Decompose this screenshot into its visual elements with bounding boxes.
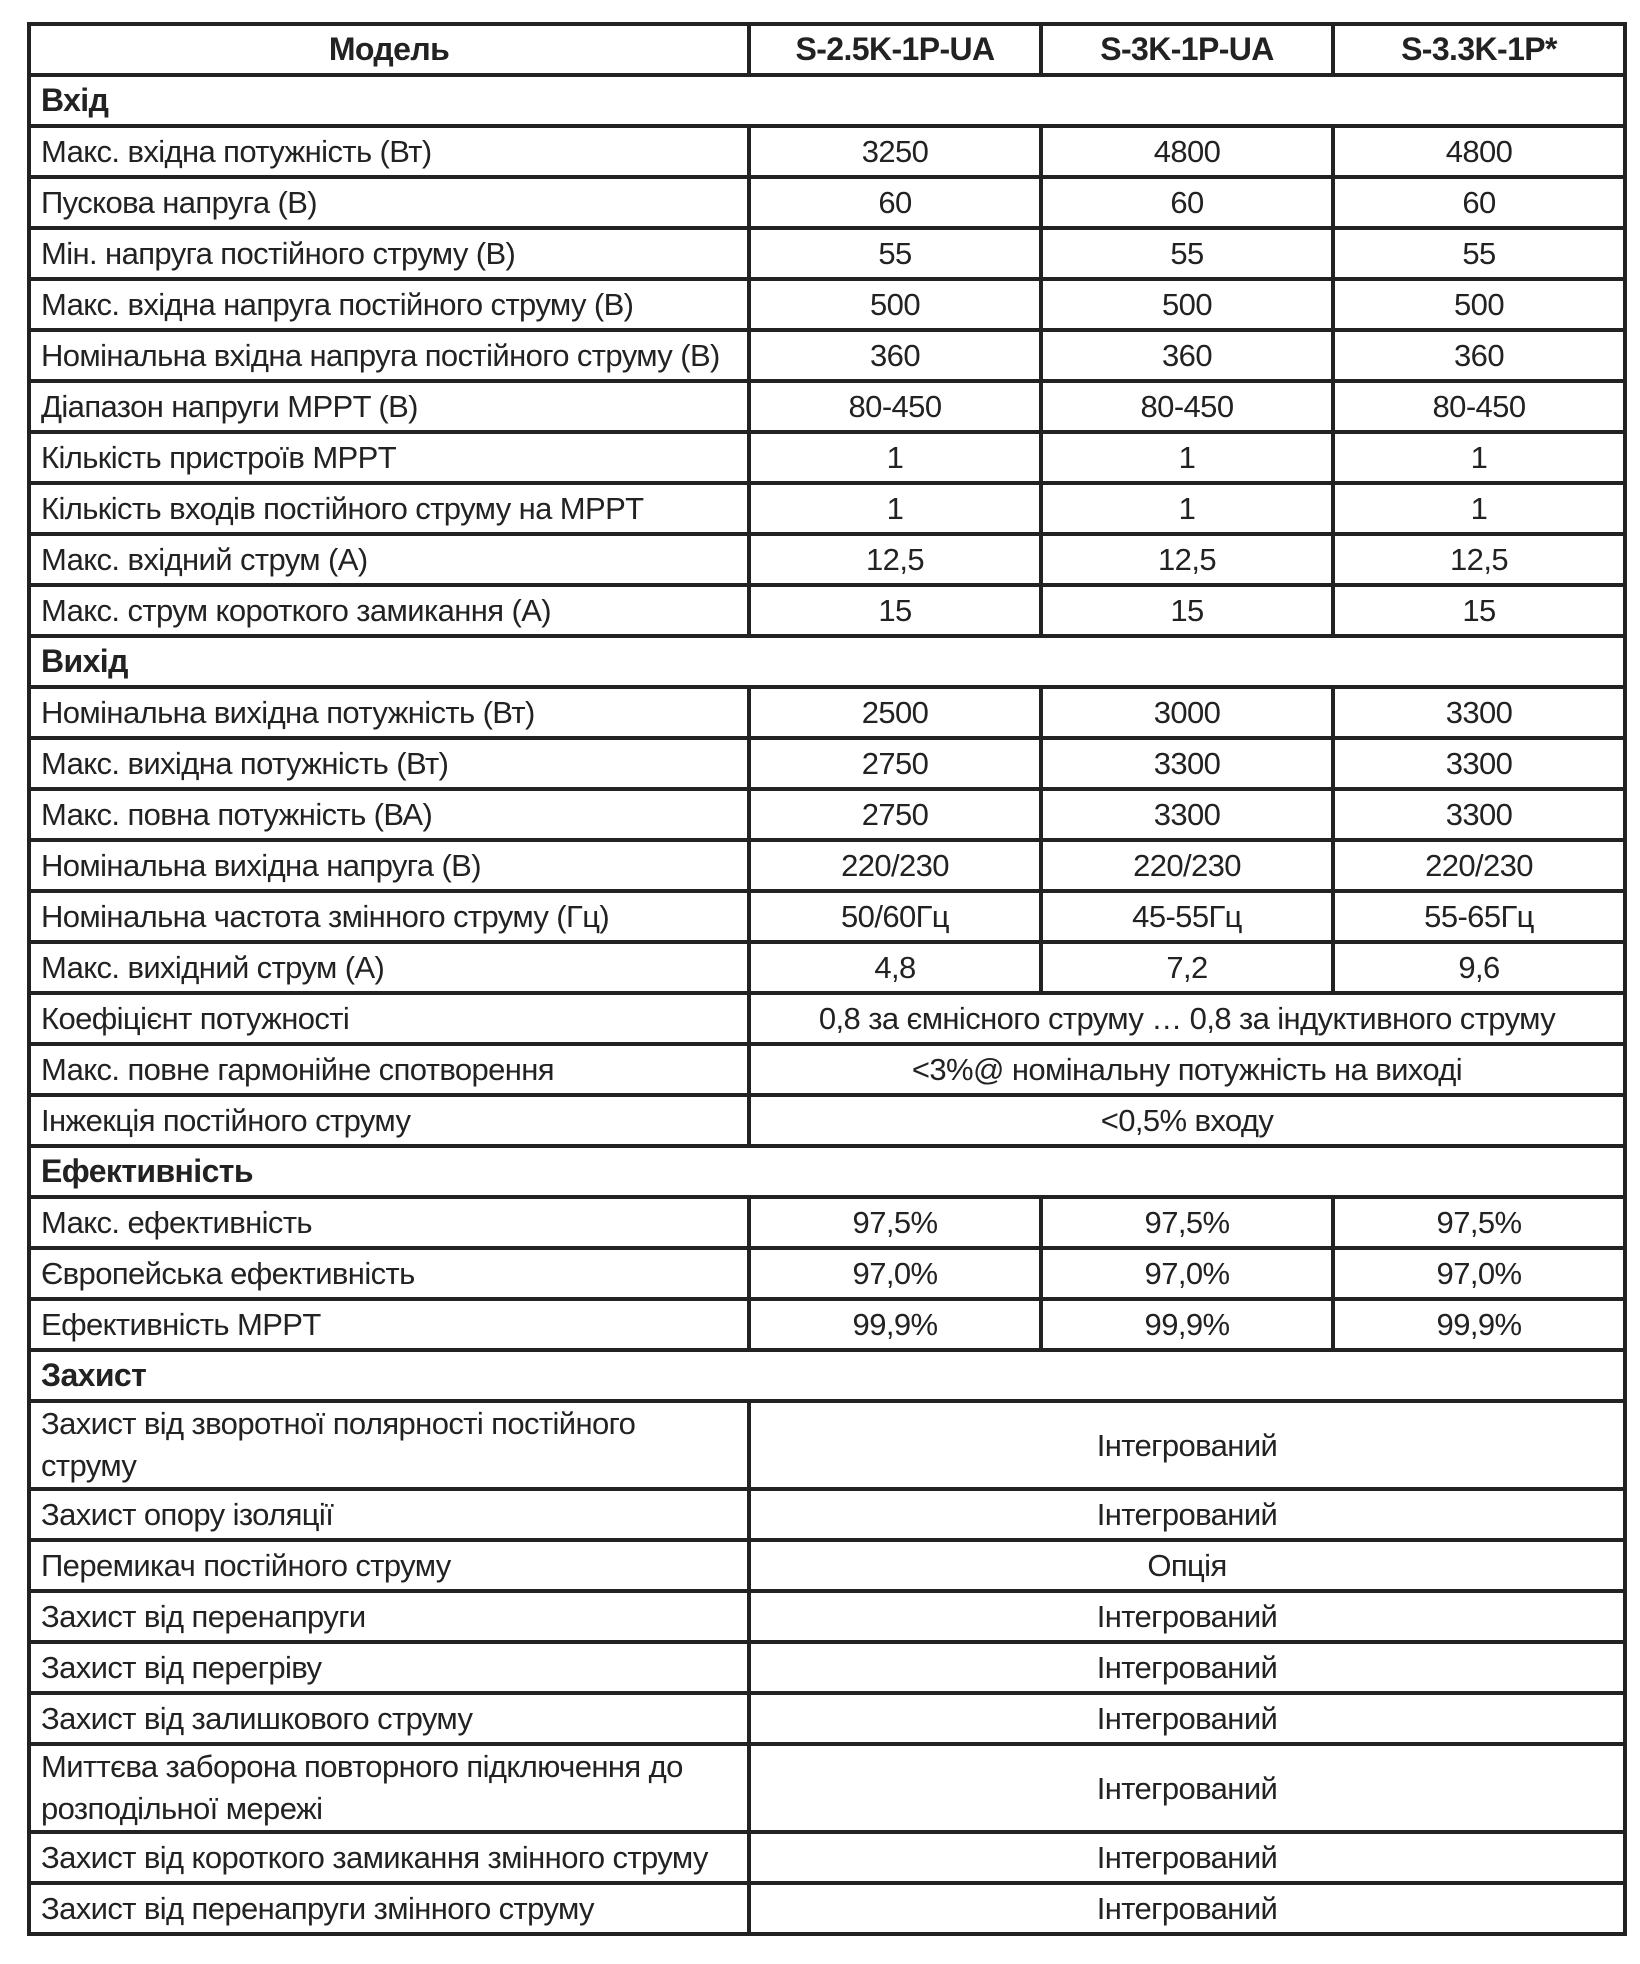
spec-value: 55 (1333, 228, 1625, 279)
spec-value: 360 (749, 330, 1041, 381)
spec-value-all-models: Інтегрований (749, 1744, 1625, 1832)
spec-label: Макс. струм короткого замикання (А) (29, 585, 749, 636)
inverter-spec-table (27, 22, 1627, 1936)
spec-value: 97,5% (1041, 1197, 1333, 1248)
spec-label: Макс. ефективність (29, 1197, 749, 1248)
spec-row (29, 381, 1625, 432)
spec-value: 97,0% (749, 1248, 1041, 1299)
spec-value-all-models: 0,8 за ємнісного струму … 0,8 за індуктивного струму (749, 993, 1625, 1044)
spec-value: 15 (1041, 585, 1333, 636)
spec-value: 97,0% (1333, 1248, 1625, 1299)
spec-label: Макс. вхідна потужність (Вт) (29, 126, 749, 177)
section-title: Вхід (29, 75, 1625, 126)
spec-value: 360 (1333, 330, 1625, 381)
spec-value-all-models: Інтегрований (749, 1642, 1625, 1693)
spec-label: Пускова напруга (В) (29, 177, 749, 228)
spec-value: 50/60Гц (749, 891, 1041, 942)
spec-value: 45-55Гц (1041, 891, 1333, 942)
section-header-row (29, 1350, 1625, 1401)
spec-value: 2750 (749, 738, 1041, 789)
spec-label: Макс. повна потужність (ВА) (29, 789, 749, 840)
spec-row (29, 687, 1625, 738)
spec-value: 80-450 (1333, 381, 1625, 432)
spec-value: 220/230 (1041, 840, 1333, 891)
model-header: Модель (29, 24, 749, 75)
spec-label: Кількість пристроїв MPPT (29, 432, 749, 483)
spec-row (29, 1591, 1625, 1642)
spec-value: 500 (1041, 279, 1333, 330)
spec-label: Номінальна вихідна потужність (Вт) (29, 687, 749, 738)
spec-row (29, 228, 1625, 279)
spec-body (29, 75, 1625, 1934)
spec-value: 1 (1041, 483, 1333, 534)
spec-row (29, 432, 1625, 483)
spec-row (29, 279, 1625, 330)
spec-row (29, 789, 1625, 840)
spec-value: 3250 (749, 126, 1041, 177)
spec-label: Кількість входів постійного струму на MPPT (29, 483, 749, 534)
model-column-header: S-3.3K-1P* (1333, 24, 1625, 75)
spec-row (29, 126, 1625, 177)
spec-label: Макс. вихідна потужність (Вт) (29, 738, 749, 789)
model-column-header: S-3K-1P-UA (1041, 24, 1333, 75)
section-title: Захист (29, 1350, 1625, 1401)
spec-label: Європейська ефективність (29, 1248, 749, 1299)
spec-label: Макс. вхідна напруга постійного струму (В) (29, 279, 749, 330)
spec-row (29, 534, 1625, 585)
spec-value: 12,5 (749, 534, 1041, 585)
spec-value: 3300 (1041, 789, 1333, 840)
spec-value: 80-450 (749, 381, 1041, 432)
spec-value-all-models: Інтегрований (749, 1693, 1625, 1744)
spec-label: Коефіцієнт потужності (29, 993, 749, 1044)
spec-value: 9,6 (1333, 942, 1625, 993)
spec-row (29, 840, 1625, 891)
spec-label: Макс. повне гармонійне спотворення (29, 1044, 749, 1095)
spec-value: 1 (1333, 483, 1625, 534)
spec-label: Номінальна вхідна напруга постійного струму (В) (29, 330, 749, 381)
spec-value: 55 (1041, 228, 1333, 279)
spec-value: 97,5% (749, 1197, 1041, 1248)
spec-value-all-models: Інтегрований (749, 1591, 1625, 1642)
spec-value: 97,5% (1333, 1197, 1625, 1248)
spec-label: Ефективність MPPT (29, 1299, 749, 1350)
spec-label: Макс. вихідний струм (А) (29, 942, 749, 993)
spec-value-all-models: Інтегрований (749, 1401, 1625, 1489)
spec-value-all-models: Інтегрований (749, 1489, 1625, 1540)
spec-label: Захист від залишкового струму (29, 1693, 749, 1744)
spec-row (29, 330, 1625, 381)
spec-label: Захист від перенапруги (29, 1591, 749, 1642)
spec-row (29, 1401, 1625, 1489)
spec-row (29, 1489, 1625, 1540)
spec-value-all-models: Інтегрований (749, 1832, 1625, 1883)
spec-label: Миттєва заборона повторного підключення до розподільної мережі (29, 1744, 749, 1832)
spec-value: 12,5 (1333, 534, 1625, 585)
spec-row (29, 177, 1625, 228)
spec-value: 97,0% (1041, 1248, 1333, 1299)
spec-value: 99,9% (1333, 1299, 1625, 1350)
spec-row (29, 993, 1625, 1044)
model-column-header: S-2.5K-1P-UA (749, 24, 1041, 75)
spec-label: Захист опору ізоляції (29, 1489, 749, 1540)
spec-label: Діапазон напруги MPPT (В) (29, 381, 749, 432)
section-title: Вихід (29, 636, 1625, 687)
spec-row (29, 891, 1625, 942)
spec-value-all-models: Опція (749, 1540, 1625, 1591)
spec-value: 1 (749, 483, 1041, 534)
spec-row (29, 1248, 1625, 1299)
spec-label: Номінальна вихідна напруга (В) (29, 840, 749, 891)
spec-value: 15 (749, 585, 1041, 636)
spec-value: 80-450 (1041, 381, 1333, 432)
spec-value: 60 (749, 177, 1041, 228)
spec-row (29, 1744, 1625, 1832)
spec-row (29, 1693, 1625, 1744)
spec-value: 220/230 (1333, 840, 1625, 891)
spec-value: 220/230 (749, 840, 1041, 891)
spec-value-all-models: <3%@ номінальну потужність на виході (749, 1044, 1625, 1095)
spec-value: 4800 (1041, 126, 1333, 177)
spec-label: Захист від зворотної полярності постійного струму (29, 1401, 749, 1489)
section-header-row (29, 1146, 1625, 1197)
section-header-row (29, 636, 1625, 687)
spec-label: Захист від перенапруги змінного струму (29, 1883, 749, 1934)
spec-value: 99,9% (1041, 1299, 1333, 1350)
spec-value: 3300 (1333, 738, 1625, 789)
spec-value: 3300 (1333, 789, 1625, 840)
spec-label: Перемикач постійного струму (29, 1540, 749, 1591)
section-title: Ефективність (29, 1146, 1625, 1197)
spec-row (29, 1197, 1625, 1248)
spec-row (29, 1832, 1625, 1883)
spec-value: 99,9% (749, 1299, 1041, 1350)
spec-value: 1 (1041, 432, 1333, 483)
spec-row (29, 1642, 1625, 1693)
spec-value: 4800 (1333, 126, 1625, 177)
spec-row (29, 942, 1625, 993)
spec-label: Макс. вхідний струм (А) (29, 534, 749, 585)
spec-value-all-models: <0,5% входу (749, 1095, 1625, 1146)
spec-label: Номінальна частота змінного струму (Гц) (29, 891, 749, 942)
spec-label: Захист від короткого замикання змінного струму (29, 1832, 749, 1883)
spec-value: 500 (749, 279, 1041, 330)
spec-row (29, 585, 1625, 636)
section-header-row (29, 75, 1625, 126)
spec-value: 55 (749, 228, 1041, 279)
spec-value: 12,5 (1041, 534, 1333, 585)
spec-value: 1 (1333, 432, 1625, 483)
spec-value: 3300 (1041, 738, 1333, 789)
spec-row (29, 738, 1625, 789)
spec-value: 60 (1041, 177, 1333, 228)
spec-value: 15 (1333, 585, 1625, 636)
spec-row (29, 1299, 1625, 1350)
spec-label: Інжекція постійного струму (29, 1095, 749, 1146)
spec-value: 55-65Гц (1333, 891, 1625, 942)
spec-row (29, 1883, 1625, 1934)
spec-row (29, 1540, 1625, 1591)
spec-row (29, 1044, 1625, 1095)
spec-value: 7,2 (1041, 942, 1333, 993)
spec-value: 2750 (749, 789, 1041, 840)
spec-value-all-models: Інтегрований (749, 1883, 1625, 1934)
spec-value: 2500 (749, 687, 1041, 738)
spec-value: 1 (749, 432, 1041, 483)
spec-label: Мін. напруга постійного струму (В) (29, 228, 749, 279)
spec-row (29, 483, 1625, 534)
spec-value: 360 (1041, 330, 1333, 381)
spec-row (29, 1095, 1625, 1146)
spec-value: 3000 (1041, 687, 1333, 738)
spec-value: 60 (1333, 177, 1625, 228)
spec-value: 4,8 (749, 942, 1041, 993)
header-row (29, 24, 1625, 75)
spec-value: 500 (1333, 279, 1625, 330)
spec-value: 3300 (1333, 687, 1625, 738)
spec-label: Захист від перегріву (29, 1642, 749, 1693)
